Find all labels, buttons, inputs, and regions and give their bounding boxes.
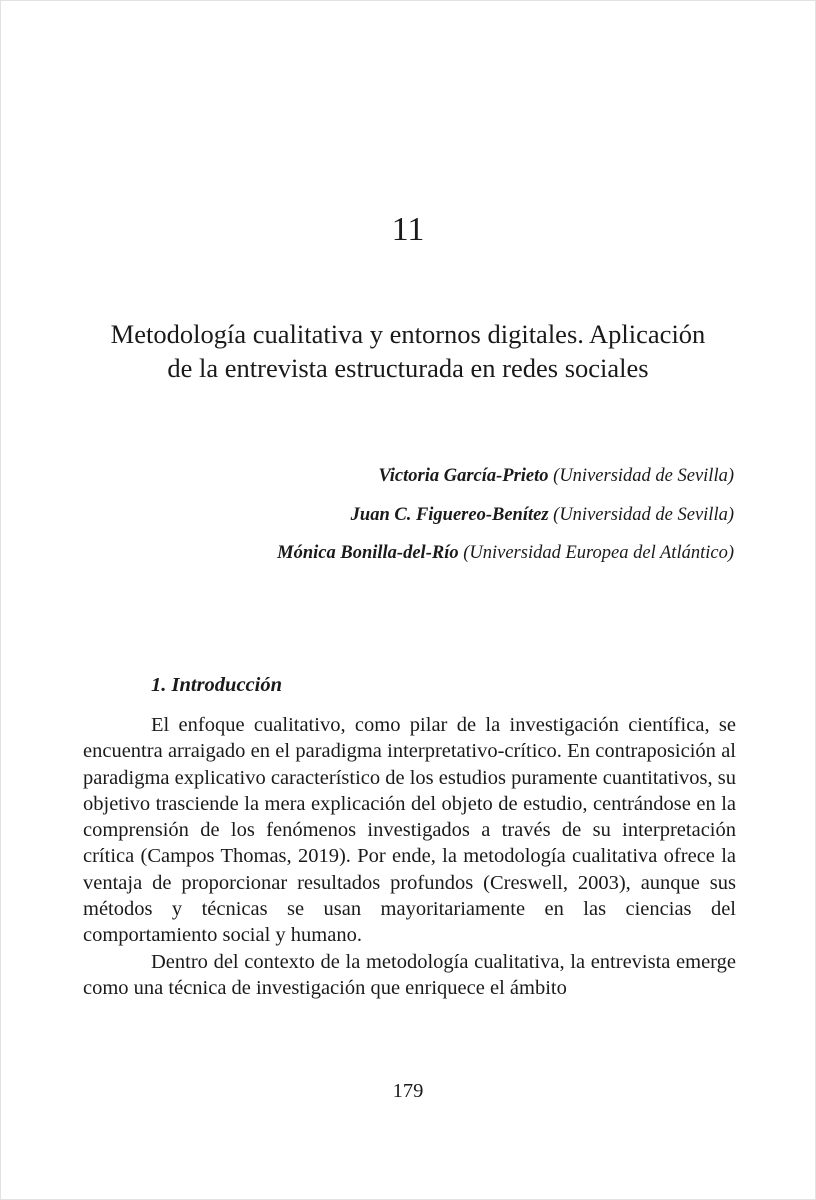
chapter-title <box>71 317 745 385</box>
chapter-title-line-2: de la entrevista estructurada en redes sociales <box>167 353 649 383</box>
author-list <box>94 457 734 573</box>
author-affiliation: (Universidad de Sevilla) <box>553 466 734 486</box>
author-name: Victoria García-Prieto <box>378 466 549 486</box>
body-text <box>83 712 736 1001</box>
author-name: Juan C. Figuereo-Benítez <box>350 504 549 525</box>
author-affiliation: (Universidad Europea del Atlántico) <box>463 543 734 563</box>
author-entry <box>94 496 734 535</box>
paragraph: El enfoque cualitativo, como pilar de la investigación científica, se encuentra arraigado en el paradigma interpretativo-crítico. En contraposición al paradigma explicativo característico de los estudios puramente cuantitativos, su objetivo trasciende la mera explicación del objeto de estudio, centrándose en la comprensión de los fenómenos investigados a través de su interpretación crítica (Campos Thomas, 2019). Por ende, la metodología cualitativa ofrece la ventaja de proporcionar resultados profundos (Creswell, 2003), aunque sus métodos y técnicas se usan mayoritariamente en las ciencias del comportamiento social y humano. <box>83 714 736 947</box>
author-entry <box>94 457 734 496</box>
author-entry <box>94 534 734 573</box>
chapter-title-line-1: Metodología cualitativa y entornos digitales. Aplicación <box>110 319 706 349</box>
section-heading: 1. Introducción <box>151 674 282 696</box>
author-name: Mónica Bonilla-del-Río <box>277 543 459 563</box>
chapter-number: 11 <box>391 211 425 248</box>
paragraph: Dentro del contexto de la metodología cualitativa, la entrevista emerge como una técnica de investigación que enriquece el ámbito <box>83 950 736 999</box>
author-affiliation: (Universidad de Sevilla) <box>553 504 734 525</box>
page-number: 179 <box>392 1080 424 1102</box>
